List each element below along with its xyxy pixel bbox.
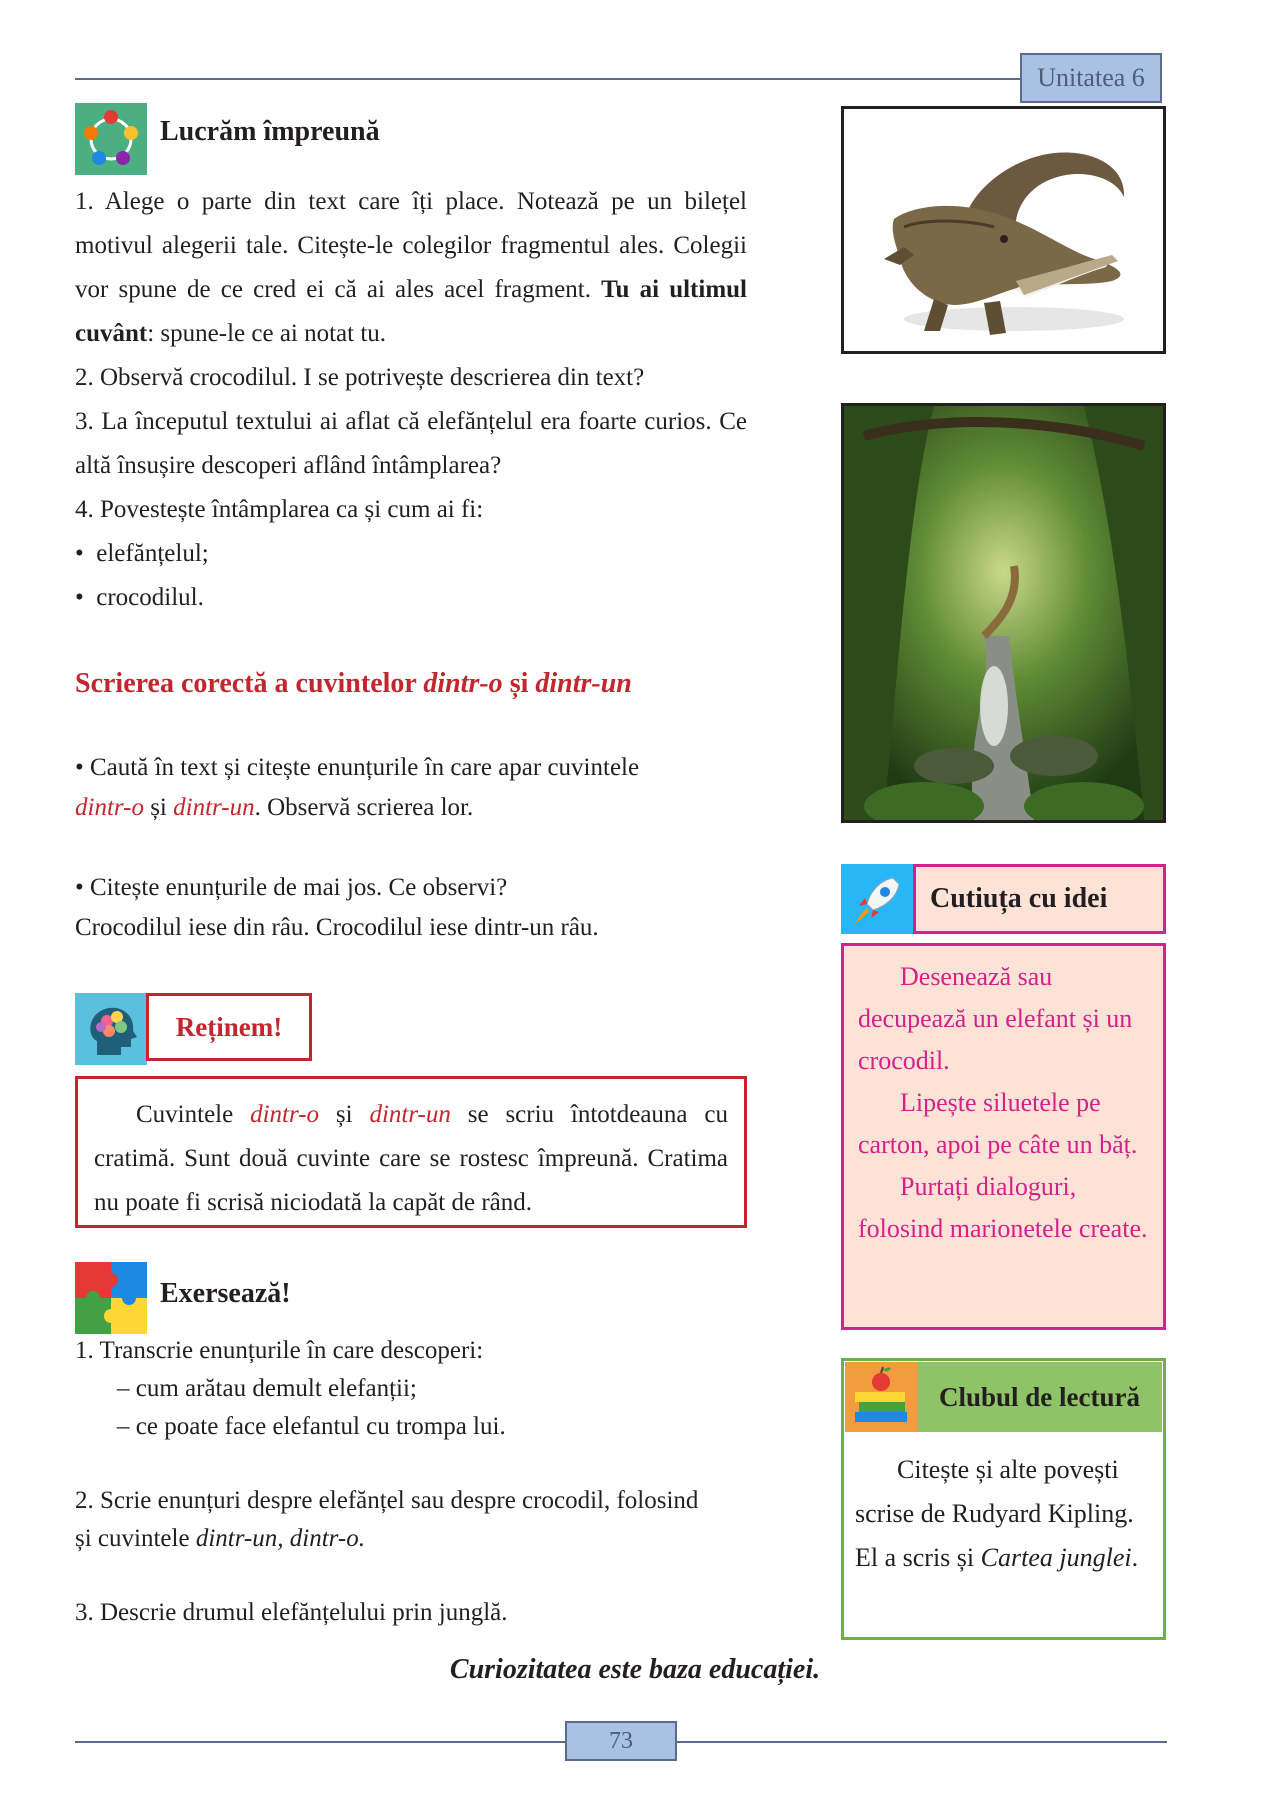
- clubul-title: Clubul de lectură: [917, 1362, 1162, 1432]
- cutiuta-p1: Desenează sau decupează un elefant și un crocodil.: [858, 962, 1133, 1075]
- retinem-word2: dintr-un: [369, 1101, 451, 1128]
- brain-icon: [75, 993, 147, 1065]
- header-rule: [75, 78, 1020, 80]
- retinem-label: Reținem!: [146, 993, 312, 1061]
- cutiuta-p3: Purtați dialoguri, folosind marionetele create.: [858, 1172, 1148, 1243]
- exercise-2-line1: 2. Scrie enunțuri despre elefănțel sau despre crocodil, folosind: [75, 1487, 699, 1514]
- lucram-bullet-2: • crocodilul.: [75, 584, 204, 611]
- lucram-p1-end: : spune-le ce ai notat tu.: [147, 320, 387, 347]
- retinem-box: [75, 1076, 747, 1228]
- b1-end: . Observă scrierea lor.: [254, 794, 474, 821]
- scrierea-bullet-1: [75, 748, 755, 828]
- teamwork-icon: [75, 103, 147, 175]
- cutiuta-body: [841, 943, 1166, 1330]
- unit-label: Unitatea 6: [1020, 53, 1162, 103]
- clubul-book-title: Cartea junglei: [980, 1543, 1132, 1572]
- exercise-1-item-a: – cum arătau demult elefanții;: [117, 1375, 417, 1402]
- motto: Curiozitatea este baza educației.: [449, 1654, 821, 1685]
- clubul-text: [855, 1448, 1155, 1580]
- retinem-text: [94, 1093, 728, 1225]
- b1-word1: dintr-o: [75, 794, 144, 821]
- page-number: 73: [565, 1721, 677, 1761]
- exercise-1-item-b: – ce poate face elefantul cu trompa lui.: [117, 1413, 506, 1440]
- scrierea-bullet-2: [75, 868, 755, 948]
- lucram-bullet-1: • elefănțelul;: [75, 540, 209, 567]
- scrierea-title-b: și: [502, 668, 536, 699]
- cutiuta-p2: Lipește siluetele pe carton, apoi pe câte un băț.: [858, 1088, 1138, 1159]
- bullet-1-text: elefănțelul;: [96, 540, 209, 567]
- lucram-p3: 3. La începutul textului ai aflat că elefănțelul era foarte curios. Ce altă însușire descoperi aflând întâmplarea?: [75, 408, 747, 479]
- jungle-image: [841, 403, 1166, 823]
- lucram-p1-bold: Tu ai ultimul cuvânt: [75, 276, 747, 347]
- retinem-word1: dintr-o: [250, 1101, 320, 1128]
- lucram-p4: 4. Povestește întâmplarea ca și cum ai fi:: [75, 496, 484, 523]
- crocodile-image: [841, 106, 1166, 354]
- clubul-t-b: .: [1131, 1543, 1139, 1572]
- scrierea-b1-line2: [75, 788, 755, 828]
- scrierea-title-word1: dintr-o: [423, 668, 503, 699]
- retinem-mid: și: [319, 1101, 370, 1128]
- books-apple-icon: [845, 1362, 917, 1432]
- puzzle-icon: [75, 1262, 147, 1334]
- clubul-t-a: Citește și alte povești scrise de Rudyard Kipling. El a scris și: [855, 1455, 1134, 1572]
- b1-mid: și: [143, 794, 174, 821]
- exercise-2-b: și cuvintele: [75, 1525, 196, 1552]
- b1-word2: dintr-un: [173, 794, 255, 821]
- scrierea-title-word2: dintr-un: [535, 668, 632, 699]
- exercise-2-words: dintr-un, dintr-o.: [195, 1525, 365, 1552]
- cutiuta-title: Cutiuța cu idei: [913, 864, 1166, 934]
- bullet-2-text: crocodilul.: [96, 584, 204, 611]
- scrierea-b2-line1: • Citește enunțurile de mai jos. Ce observi?: [75, 874, 508, 901]
- exercise-2: [75, 1482, 765, 1558]
- scrierea-b2-examples: Crocodilul iese din râu. Crocodilul iese dintr-un râu.: [75, 914, 599, 941]
- rocket-icon: [841, 864, 913, 934]
- retinem-t-a: Cuvintele: [136, 1101, 251, 1128]
- lucram-p1: [75, 180, 747, 356]
- lucram-p1-text: 1. Alege o parte din text care îți place. Notează pe un bilețel motivul alegerii tale. Citește-le colegilor fragmentul ales. Colegii vor spune de ce cred ei că ai ales acel fragment.: [75, 188, 747, 303]
- exercise-1: [75, 1332, 765, 1446]
- lucram-title: Lucrăm împreună: [160, 116, 380, 147]
- clubul-paragraph: [855, 1448, 1155, 1580]
- exercise-3: 3. Descrie drumul elefănțelului prin junglă.: [75, 1599, 508, 1626]
- retinem-t-b: se scriu întotdeauna cu cratimă. Sunt două cuvinte care se rostesc împreună. Cratima nu poate fi scrisă niciodată la capăt de rând.: [94, 1101, 728, 1216]
- scrierea-title-a: Scrierea corectă a cuvintelor: [75, 668, 424, 699]
- scrierea-b1-line1: • Caută în text și citește enunțurile în care apar cuvintele: [75, 754, 640, 781]
- exercise-2-line2: [75, 1520, 765, 1558]
- lucram-p2: 2. Observă crocodilul. I se potrivește descrierea din text?: [75, 364, 645, 391]
- exercise-1-text: 1. Transcrie enunțurile în care descoperi:: [75, 1337, 484, 1364]
- scrierea-title: [75, 668, 632, 700]
- exerseaza-title: Exersează!: [160, 1278, 291, 1309]
